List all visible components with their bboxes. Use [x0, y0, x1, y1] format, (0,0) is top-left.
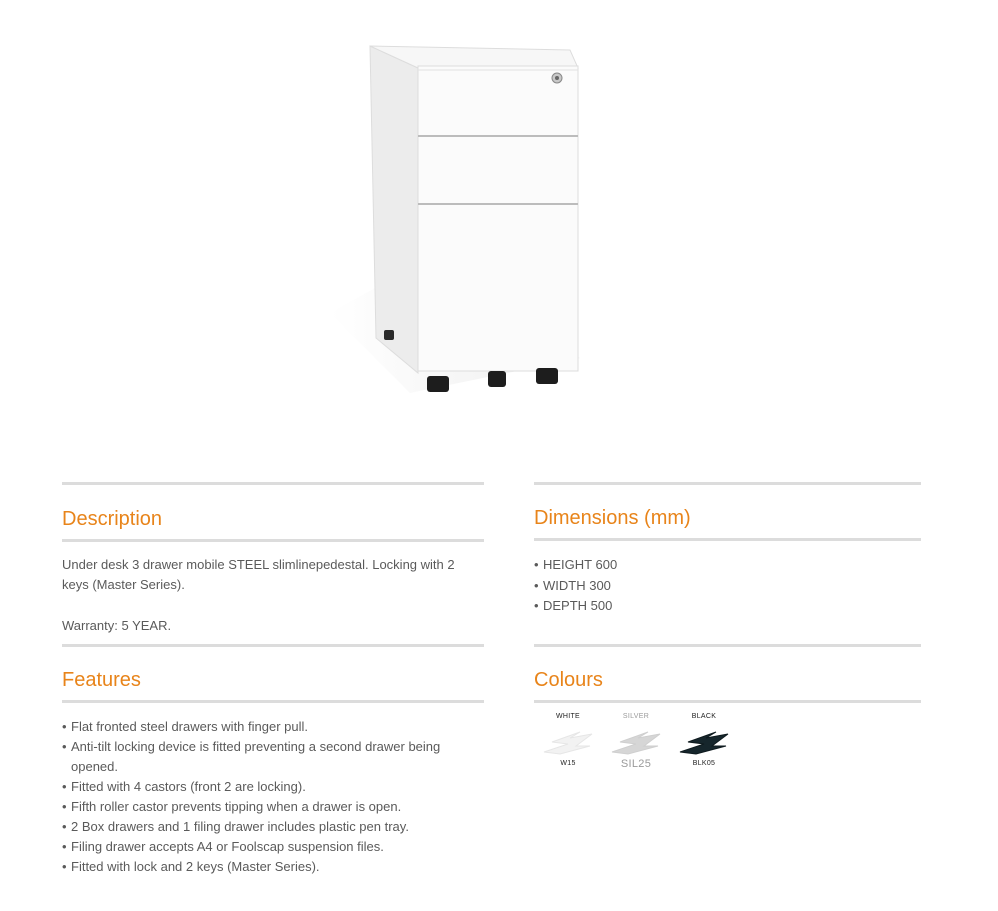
brush-stroke-icon	[676, 724, 732, 758]
divider	[534, 538, 921, 541]
swatch-code: BLK05	[692, 760, 716, 767]
bullet: •	[534, 598, 539, 613]
swatch-name: BLACK	[691, 713, 717, 720]
swatch-white[interactable]	[534, 712, 602, 770]
brush-stroke-icon	[608, 724, 664, 758]
features-list	[62, 717, 484, 877]
list-item: • Anti-tilt locking device is fitted preventing a second drawer being opened.	[62, 739, 441, 774]
divider	[62, 482, 484, 485]
list-item: • Filing drawer accepts A4 or Foolscap suspension files.	[62, 837, 484, 857]
divider	[534, 644, 921, 647]
brush-stroke-icon	[540, 724, 596, 758]
colour-swatches	[534, 712, 738, 770]
bullet: •	[62, 719, 67, 734]
list-item: • HEIGHT 600	[534, 555, 921, 576]
divider	[534, 700, 921, 703]
list-item: • WIDTH 300	[534, 576, 921, 597]
divider	[62, 539, 484, 542]
features-heading: Features	[62, 669, 141, 691]
divider	[62, 700, 484, 703]
product-image	[320, 38, 610, 408]
list-item: • Fitted with 4 castors (front 2 are locking).	[62, 777, 484, 797]
bullet: •	[62, 819, 67, 834]
warranty-text: Warranty: 5 YEAR.	[62, 618, 172, 633]
features-section	[62, 644, 484, 877]
colours-section	[534, 644, 921, 703]
swatch-black[interactable]	[670, 712, 738, 770]
list-item: • DEPTH 500	[534, 596, 921, 617]
description-text: Under desk 3 drawer mobile STEEL slimlinepedestal. Locking with 2 keys (Master Series).	[62, 557, 455, 592]
swatch-name: SILVER	[622, 713, 650, 720]
dimensions-list	[534, 555, 921, 617]
bullet: •	[62, 779, 67, 794]
swatch-silver[interactable]	[602, 712, 670, 770]
bullet: •	[62, 739, 67, 754]
description-section	[62, 482, 484, 636]
swatch-name: WHITE	[555, 713, 581, 720]
list-item: • Fifth roller castor prevents tipping when a drawer is open.	[62, 797, 484, 817]
colours-heading: Colours	[534, 669, 603, 691]
list-item: • Fitted with lock and 2 keys (Master Series).	[62, 857, 484, 877]
description-heading: Description	[62, 508, 163, 530]
bullet: •	[62, 839, 67, 854]
bullet: •	[534, 577, 539, 593]
list-item: • Flat fronted steel drawers with finger pull.	[62, 717, 484, 737]
swatch-code: W15	[560, 760, 576, 767]
dimensions-heading: Dimensions (mm)	[534, 507, 691, 529]
divider	[62, 644, 484, 647]
swatch-code: SIL25	[620, 758, 652, 770]
bullet: •	[534, 557, 539, 572]
divider	[534, 482, 921, 485]
list-item: • 2 Box drawers and 1 filing drawer includes plastic pen tray.	[62, 817, 484, 837]
bullet: •	[62, 859, 67, 874]
dimensions-section	[534, 482, 921, 617]
bullet: •	[62, 799, 67, 814]
